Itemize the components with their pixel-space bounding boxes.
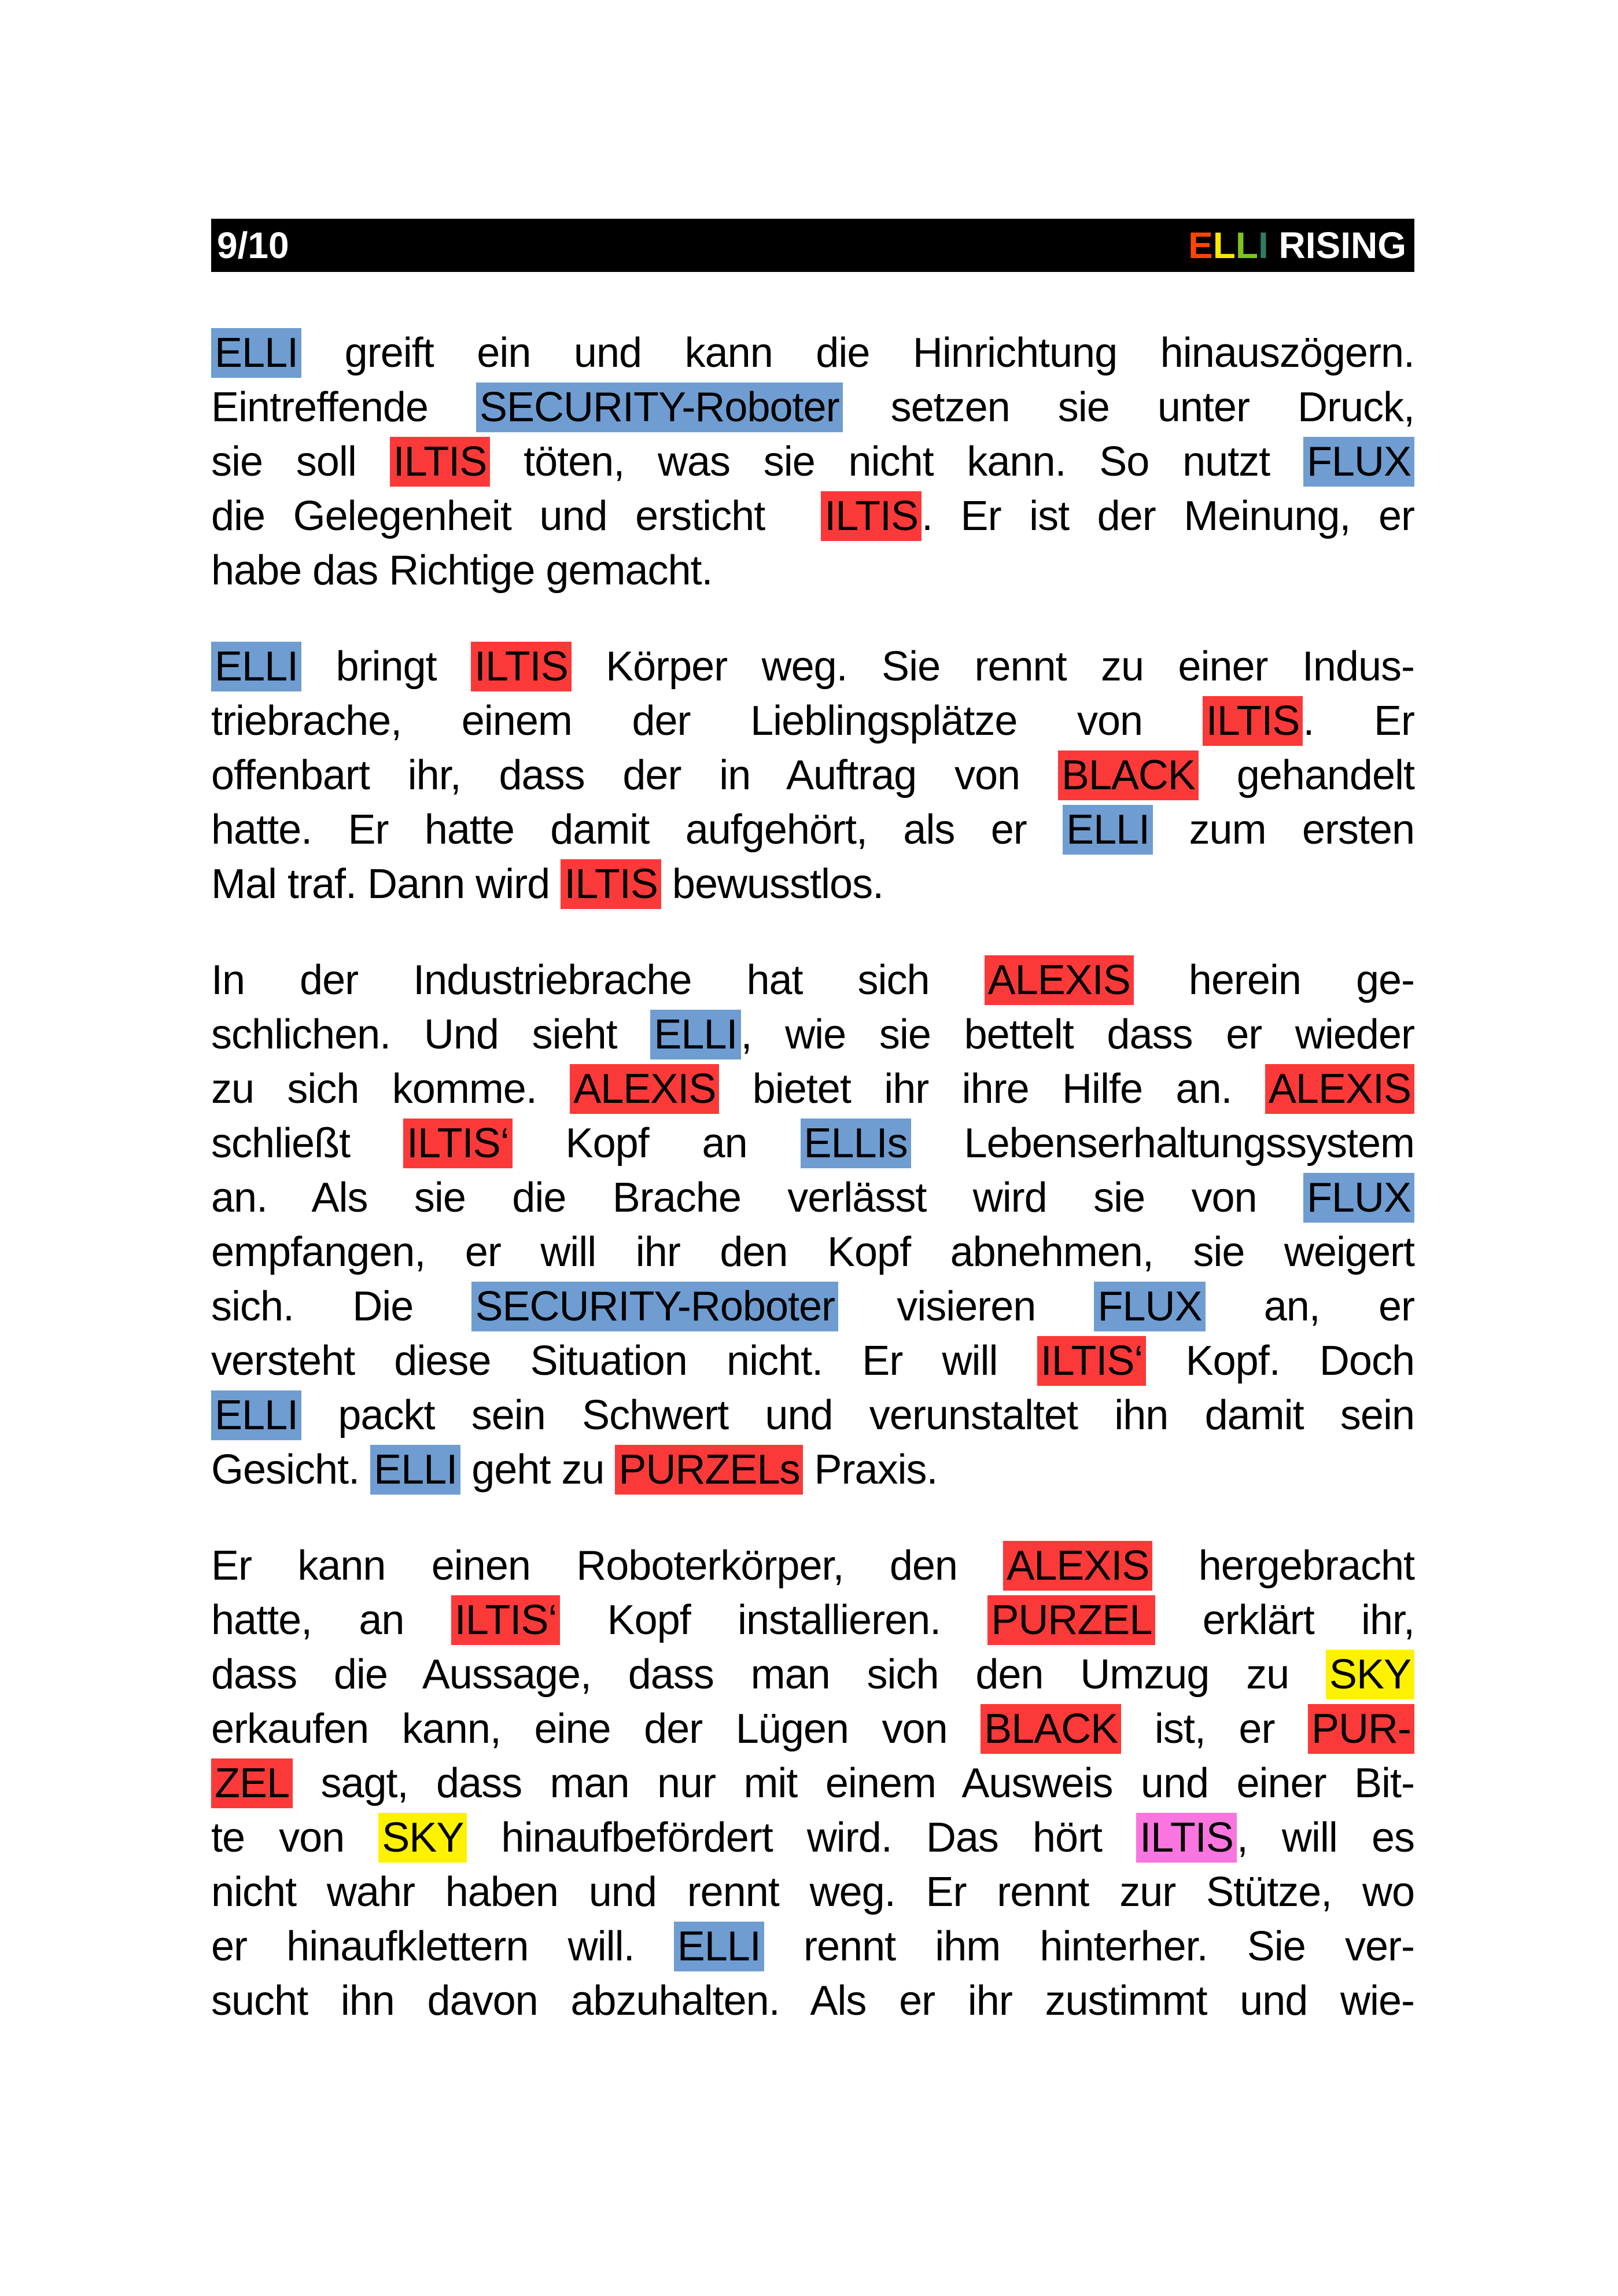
character-highlight-red: PUR- <box>1308 1704 1414 1754</box>
text-segment: herein ge- <box>1133 957 1415 1003</box>
character-highlight-red: ALEXIS <box>1003 1541 1152 1591</box>
character-highlight-blue: ELLI <box>211 328 301 378</box>
text-segment: greift ein und kann die Hinrichtung hinauszögern. <box>301 330 1414 376</box>
text-line <box>211 803 1414 857</box>
character-highlight-red: BLACK <box>1058 750 1199 800</box>
text-segment: . Er <box>1303 698 1414 744</box>
character-highlight-blue: ELLI <box>674 1922 764 1971</box>
character-highlight-red: ILTIS <box>561 859 661 909</box>
text-segment: rennt ihm hinterher. Sie ver- <box>764 1923 1414 1970</box>
text-segment: packt sein Schwert und verunstaltet ihn damit sein <box>301 1392 1414 1438</box>
title-letter: I <box>1258 225 1269 266</box>
character-highlight-blue: ELLI <box>211 1390 301 1440</box>
text-segment: an, er <box>1205 1283 1415 1330</box>
title-letter: L <box>1235 225 1258 266</box>
text-segment: ist, er <box>1121 1706 1308 1752</box>
text-line <box>211 1919 1414 1974</box>
text-line <box>211 1279 1414 1334</box>
character-highlight-red: ILTIS‘ <box>403 1118 513 1168</box>
text-line <box>211 953 1414 1007</box>
text-segment: versteht diese Situation nicht. Er will <box>211 1338 1037 1384</box>
paragraph <box>211 953 1414 1497</box>
text-segment: sich. Die <box>211 1283 472 1330</box>
text-segment: hatte, an <box>211 1597 451 1643</box>
text-segment: habe das Richtige gemacht. <box>211 547 713 594</box>
text-segment: schlichen. Und sieht <box>211 1011 651 1058</box>
text-line <box>211 380 1414 435</box>
text-segment: Er kann einen Roboterkörper, den <box>211 1543 1004 1589</box>
paragraph <box>211 1539 1414 2028</box>
text-line <box>211 1334 1414 1388</box>
character-highlight-red: ILTIS <box>1203 696 1303 746</box>
character-highlight-blue: ELLI <box>370 1445 460 1495</box>
document-title <box>1188 219 1406 272</box>
character-highlight-red: ILTIS <box>390 437 491 487</box>
text-segment: zum ersten <box>1153 807 1415 853</box>
text-segment: Kopf an <box>512 1120 801 1167</box>
text-segment: empfangen, er will ihr den Kopf abnehmen, sie weigert <box>211 1229 1414 1275</box>
character-highlight-blue: ELLI <box>211 642 301 691</box>
text-line <box>211 1811 1414 1865</box>
text-line <box>211 694 1414 748</box>
text-segment: sucht ihn davon abzuhalten. Als er ihr zustimmt und wie- <box>211 1978 1414 2024</box>
text-line <box>211 1225 1414 1279</box>
text-line <box>211 1702 1414 1756</box>
text-segment: sie soll <box>211 439 390 485</box>
character-highlight-red: BLACK <box>981 1704 1121 1754</box>
text-line <box>211 489 1414 543</box>
character-highlight-red: ILTIS‘ <box>451 1595 561 1645</box>
text-line <box>211 639 1414 694</box>
text-segment: Kopf installieren. <box>560 1597 988 1643</box>
text-line <box>211 1539 1414 1593</box>
text-segment: bringt <box>301 643 471 690</box>
text-segment: , will es <box>1236 1815 1414 1861</box>
text-segment: Gesicht. <box>211 1447 371 1493</box>
character-highlight-red: ALEXIS <box>570 1064 719 1114</box>
text-segment: erkaufen kann, eine der Lügen von <box>211 1706 981 1752</box>
character-highlight-blue: SECURITY-Roboter <box>476 382 843 432</box>
character-highlight-blue: FLUX <box>1303 437 1414 487</box>
text-segment: Praxis. <box>803 1447 938 1493</box>
character-highlight-blue: FLUX <box>1094 1282 1205 1331</box>
text-line <box>211 326 1414 380</box>
character-highlight-blue: FLUX <box>1303 1173 1414 1223</box>
title-letter: L <box>1212 225 1236 266</box>
text-segment: triebrache, einem der Lieblingsplätze von <box>211 698 1203 744</box>
text-segment: Kopf. Doch <box>1146 1338 1414 1384</box>
text-segment: töten, was sie nicht kann. So nutzt <box>490 439 1303 485</box>
text-segment: gehandelt <box>1198 752 1414 799</box>
character-highlight-red: ZEL <box>211 1758 293 1808</box>
page-indicator: 9/10 <box>217 225 289 266</box>
header-bar <box>211 219 1414 272</box>
text-segment: geht zu <box>460 1447 615 1493</box>
text-segment: erklärt ihr, <box>1155 1597 1415 1643</box>
text-line <box>211 1171 1414 1225</box>
text-segment: Lebenserhaltungssystem <box>911 1120 1414 1167</box>
character-highlight-yellow: SKY <box>378 1813 467 1863</box>
text-segment: hatte. Er hatte damit aufgehört, als er <box>211 807 1063 853</box>
text-line <box>211 1593 1414 1647</box>
title-rest: RISING <box>1268 225 1406 266</box>
text-segment: Körper weg. Sie rennt zu einer Indus- <box>571 643 1414 690</box>
text-segment: hinaufbefördert wird. Das hört <box>467 1815 1137 1861</box>
character-highlight-blue: ELLI <box>1063 805 1153 855</box>
text-segment: an. Als sie die Brache verlässt wird sie von <box>211 1175 1303 1221</box>
text-line <box>211 1647 1414 1702</box>
text-segment: sagt, dass man nur mit einem Ausweis und einer Bit- <box>293 1760 1414 1806</box>
text-segment: Eintreffende <box>211 384 476 430</box>
text-line <box>211 1062 1414 1116</box>
text-line <box>211 1443 1414 1497</box>
text-line <box>211 857 1414 911</box>
text-segment: , wie sie bettelt dass er wieder <box>740 1011 1414 1058</box>
text-segment: te von <box>211 1815 379 1861</box>
text-line <box>211 1865 1414 1919</box>
text-segment: . Er ist der Meinung, er <box>922 493 1415 539</box>
character-highlight-red: ILTIS <box>821 491 922 541</box>
text-line <box>211 1007 1414 1062</box>
text-segment: nicht wahr haben und rennt weg. Er rennt zur Stütze, wo <box>211 1869 1414 1915</box>
text-line <box>211 1974 1414 2028</box>
text-segment: dass die Aussage, dass man sich den Umzug zu <box>211 1651 1326 1698</box>
text-segment: setzen sie unter Druck, <box>842 384 1414 430</box>
text-segment: er hinaufklettern will. <box>211 1923 674 1970</box>
character-highlight-blue: SECURITY-Roboter <box>471 1282 838 1331</box>
paragraph <box>211 639 1414 911</box>
character-highlight-red: ILTIS <box>471 642 572 691</box>
character-highlight-red: PURZEL <box>987 1595 1155 1645</box>
text-segment: die Gelegenheit und ersticht <box>211 493 821 539</box>
text-line <box>211 543 1414 598</box>
character-highlight-red: ALEXIS <box>985 955 1134 1005</box>
story-text <box>211 326 1414 2028</box>
text-segment: visieren <box>838 1283 1094 1330</box>
text-segment: offenbart ihr, dass der in Auftrag von <box>211 752 1058 799</box>
character-highlight-pink: ILTIS <box>1136 1813 1237 1863</box>
text-segment: schließt <box>211 1120 403 1167</box>
text-line <box>211 435 1414 489</box>
text-segment: hergebracht <box>1152 1543 1414 1589</box>
text-segment: Mal traf. Dann wird <box>211 861 561 907</box>
title-letter: E <box>1188 225 1213 266</box>
text-segment: bewusstlos. <box>661 861 884 907</box>
text-line <box>211 1116 1414 1171</box>
text-line <box>211 748 1414 803</box>
character-highlight-red: ALEXIS <box>1265 1064 1414 1114</box>
text-segment: zu sich komme. <box>211 1066 570 1112</box>
text-line <box>211 1388 1414 1443</box>
text-segment: bietet ihr ihre Hilfe an. <box>719 1066 1265 1112</box>
paragraph <box>211 326 1414 598</box>
character-highlight-blue: ELLI <box>650 1010 740 1059</box>
character-highlight-blue: ELLIs <box>801 1118 911 1168</box>
text-segment: In der Industriebrache hat sich <box>211 957 985 1003</box>
character-highlight-red: PURZELs <box>615 1445 803 1495</box>
character-highlight-yellow: SKY <box>1326 1650 1414 1699</box>
character-highlight-red: ILTIS‘ <box>1037 1336 1147 1386</box>
text-line <box>211 1756 1414 1811</box>
